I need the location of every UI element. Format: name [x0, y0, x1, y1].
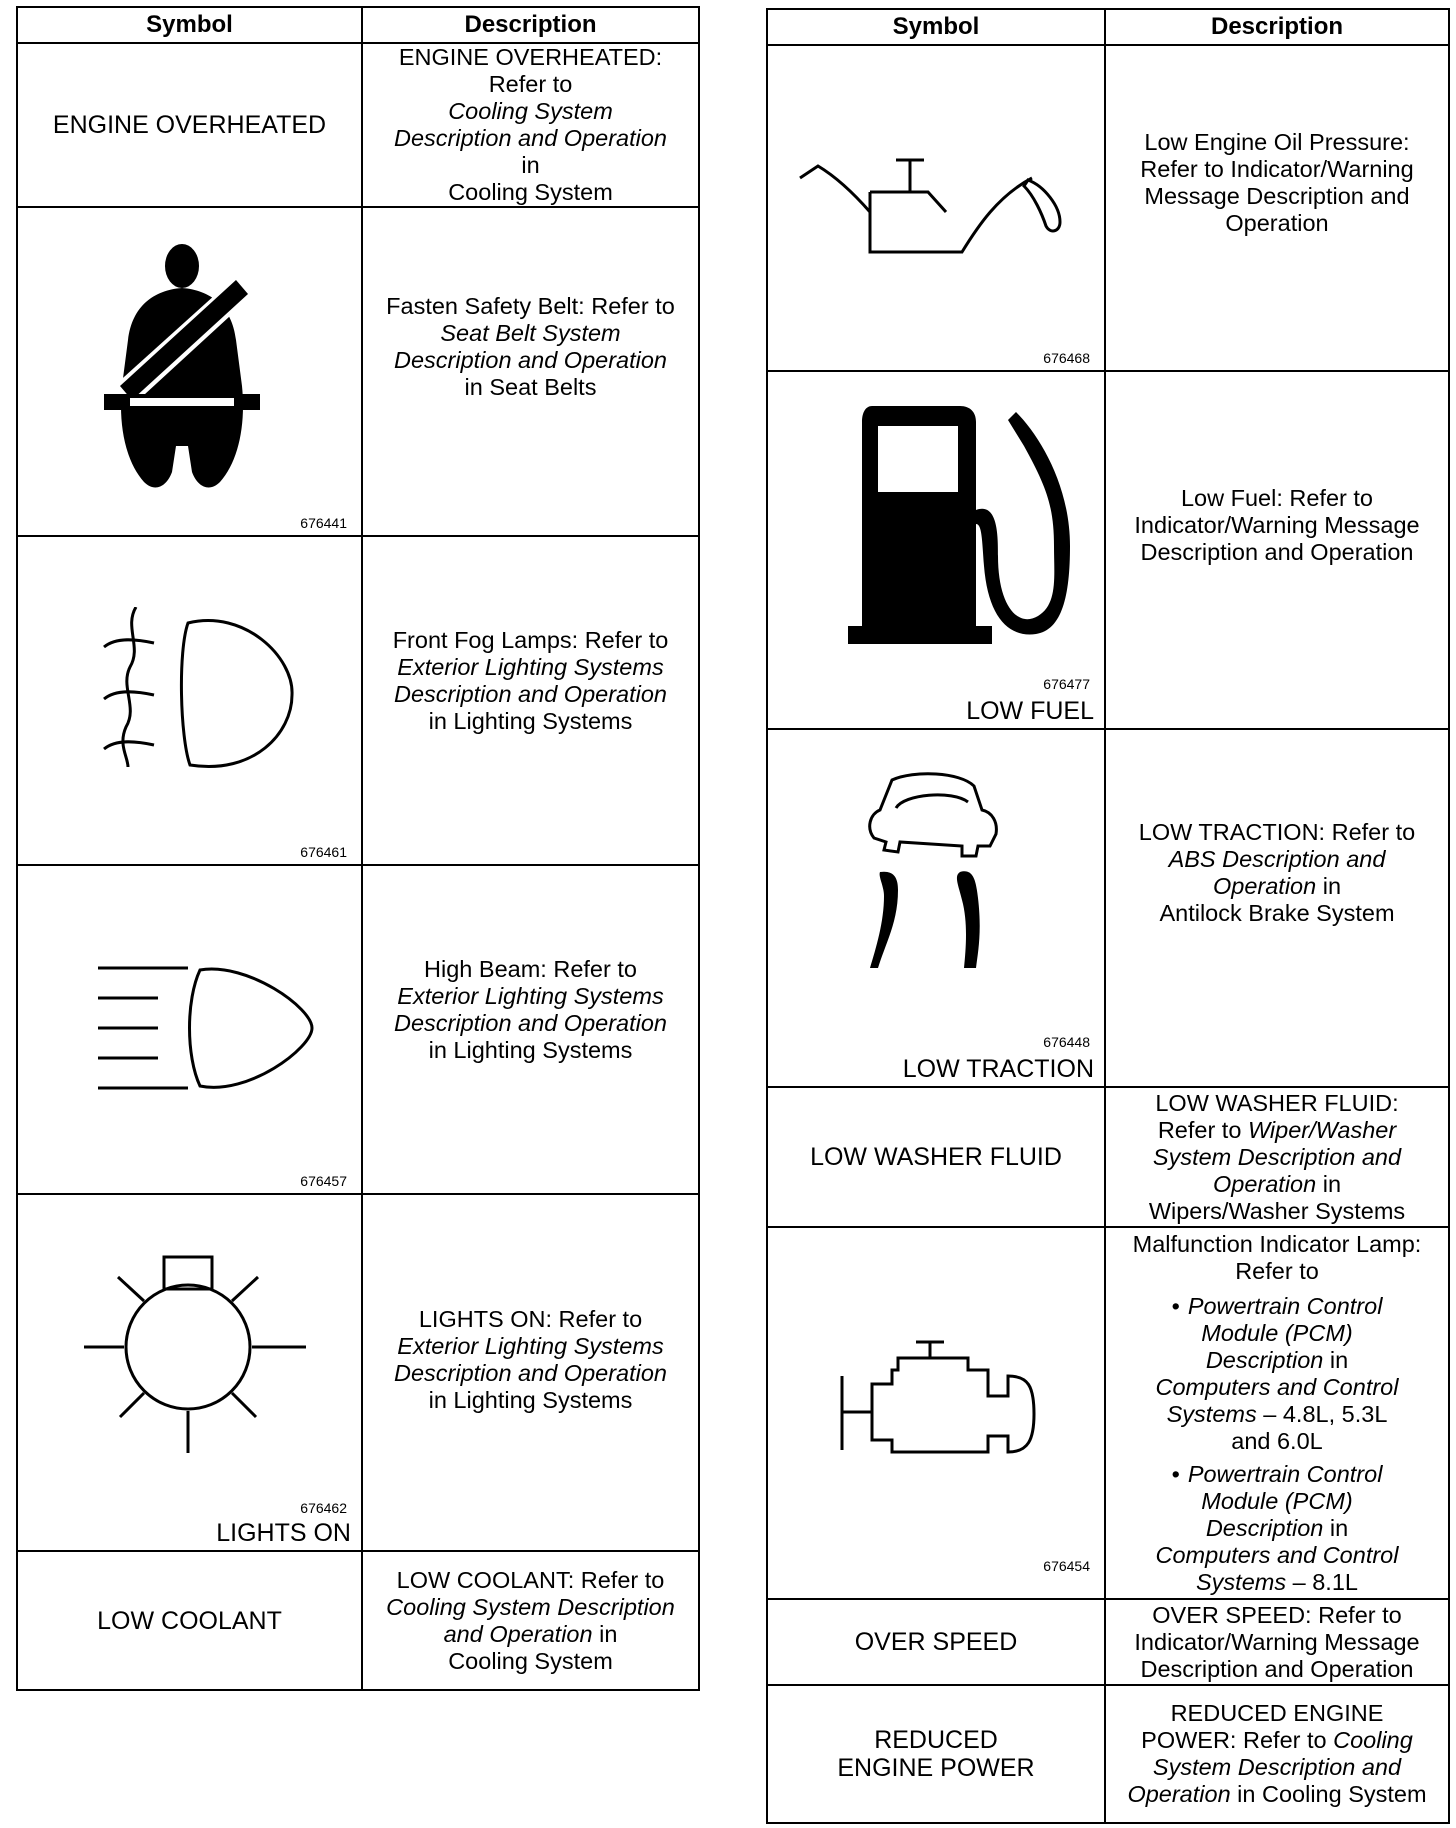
- symbol-cell: [767, 729, 1105, 1087]
- seat-belt-icon: [96, 236, 266, 496]
- description-cell: REDUCED ENGINE POWER: Refer to Cooling System Description and Operation in Cooling System: [1105, 1685, 1449, 1823]
- symbol-cell: [17, 865, 362, 1194]
- symbol-caption: LIGHTS ON: [216, 1519, 351, 1547]
- symbol-caption: LOW FUEL: [966, 697, 1094, 725]
- fuel-pump-icon: [848, 406, 1078, 646]
- figure-number: 676454: [1043, 1558, 1090, 1574]
- figure-number: 676441: [300, 515, 347, 531]
- figure-number: 676468: [1043, 350, 1090, 366]
- symbol-cell: [767, 1227, 1105, 1599]
- figure-number: 676462: [300, 1500, 347, 1516]
- high-beam-icon: [78, 956, 318, 1106]
- left-symbol-table: [16, 6, 700, 1691]
- description-cell: Low Engine Oil Pressure: Refer to Indicator/Warning Message Description and Operation: [1105, 45, 1449, 371]
- description-cell: Front Fog Lamps: Refer to Exterior Lighting Systems Description and Operation in Lighting Systems: [362, 536, 699, 865]
- symbol-cell: [17, 1551, 362, 1690]
- symbol-cell: [17, 207, 362, 536]
- symbol-label: LOW WASHER FLUID: [810, 1143, 1062, 1171]
- list-item: • Powertrain Control Module (PCM) Description in Computers and Control Systems – 4.8L, 5.3L and 6.0L: [1155, 1292, 1399, 1454]
- symbol-cell: [17, 536, 362, 865]
- symbol-cell: [17, 1194, 362, 1551]
- description-cell: Fasten Safety Belt: Refer to Seat Belt System Description and Operation in Seat Belts: [362, 207, 699, 536]
- description-cell: LOW TRACTION: Refer to ABS Description and Operation in Antilock Brake System: [1105, 729, 1449, 1087]
- symbol-cell: [767, 45, 1105, 371]
- description-cell: Malfunction Indicator Lamp: Refer to • Powertrain Control Module (PCM) Description in Computers and Control Systems – 4.8L, 5.3L and 6.0L • Powertrain Control Module (PCM) Description in Computers and Control Systems – 8.1L: [1105, 1227, 1449, 1599]
- figure-number: 676448: [1043, 1034, 1090, 1050]
- description-cell: OVER SPEED: Refer to Indicator/Warning Message Description and Operation: [1105, 1599, 1449, 1685]
- figure-number: 676457: [300, 1173, 347, 1189]
- engine-icon: [838, 1340, 1048, 1460]
- description-cell: Low Fuel: Refer to Indicator/Warning Message Description and Operation: [1105, 371, 1449, 729]
- symbol-header: Symbol: [17, 7, 362, 43]
- figure-number: 676477: [1043, 676, 1090, 692]
- symbol-caption: LOW TRACTION: [902, 1055, 1094, 1083]
- description-cell: LOW COOLANT: Refer to Cooling System Description and Operation in Cooling System: [362, 1551, 699, 1690]
- description-header: Description: [1105, 9, 1449, 45]
- skidding-car-icon: [864, 772, 1004, 1002]
- description-cell: LIGHTS ON: Refer to Exterior Lighting Systems Description and Operation in Lighting Systems: [362, 1194, 699, 1551]
- figure-number: 676461: [300, 844, 347, 860]
- symbol-cell: [767, 371, 1105, 729]
- description-cell: LOW WASHER FLUID: Refer to Wiper/Washer System Description and Operation in Wipers/Washer Systems: [1105, 1087, 1449, 1227]
- symbol-cell: [767, 1599, 1105, 1685]
- symbol-cell: [767, 1685, 1105, 1823]
- symbol-label: LOW COOLANT: [97, 1606, 282, 1635]
- description-cell: High Beam: Refer to Exterior Lighting Systems Description and Operation in Lighting Systems: [362, 865, 699, 1194]
- symbol-label: ENGINE POWER: [837, 1754, 1035, 1782]
- description-cell: ENGINE OVERHEATED: Refer to Cooling System Description and Operation in Cooling System: [362, 43, 699, 207]
- symbol-label: ENGINE OVERHEATED: [52, 111, 327, 139]
- symbol-cell: [767, 1087, 1105, 1227]
- oil-can-icon: [798, 156, 1078, 266]
- right-symbol-table: [766, 8, 1450, 1824]
- list-item: • Powertrain Control Module (PCM) Description in Computers and Control Systems – 8.1L: [1155, 1460, 1399, 1595]
- fog-lamp-icon: [94, 607, 294, 777]
- lights-on-icon: [80, 1255, 310, 1455]
- symbol-header: Symbol: [767, 9, 1105, 45]
- symbol-label: REDUCED: [874, 1726, 998, 1754]
- symbol-cell: [17, 43, 362, 207]
- description-header: Description: [362, 7, 699, 43]
- symbol-label: OVER SPEED: [854, 1628, 1018, 1656]
